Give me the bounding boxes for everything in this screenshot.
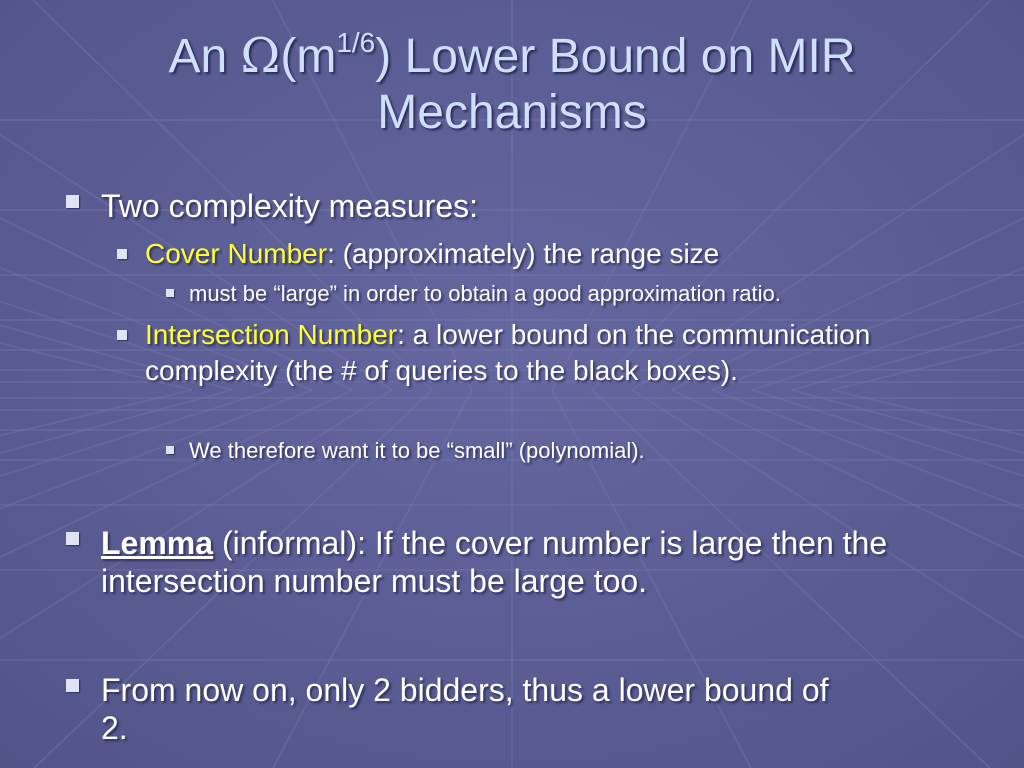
bullet-text: must be “large” in order to obtain a good approximation ratio. (189, 281, 781, 306)
bullet-text: : a lower bound on the communication complexity (the # of queries to the black boxes). (145, 319, 871, 386)
lemma-term: Lemma (101, 525, 214, 561)
title-prefix: An (168, 30, 241, 83)
bullet-intersection-number (145, 317, 925, 389)
bullet-cover-number (145, 236, 965, 272)
title-exponent: 1/6 (336, 27, 376, 58)
bullet-small-polynomial (189, 437, 989, 465)
bullet-text: We therefore want it to be “small” (polynomial). (189, 438, 645, 463)
title-line-2: Mechanisms (377, 86, 647, 139)
title-paren: (m (280, 30, 337, 83)
square-bullet-icon (166, 446, 174, 454)
bullet-complexity-measures (101, 187, 961, 225)
square-bullet-icon (166, 289, 174, 297)
bullet-text: Two complexity measures: (101, 188, 479, 224)
square-bullet-icon (117, 330, 127, 340)
title-line-1 (60, 28, 964, 85)
omega-symbol: Ω (240, 28, 281, 84)
square-bullet-icon (66, 195, 79, 208)
bullet-lemma (101, 524, 961, 600)
square-bullet-icon (66, 679, 79, 692)
title-rest: ) Lower Bound on MIR (375, 30, 856, 83)
bullet-large-range (189, 280, 989, 308)
bullet-text: From now on, only 2 bidders, thus a lower bound of 2. (101, 672, 829, 746)
square-bullet-icon (117, 249, 127, 259)
bullet-text: (informal): If the cover number is large then the intersection number must be large too. (101, 525, 888, 599)
cover-number-term: Cover Number (145, 238, 328, 269)
intersection-number-term: Intersection Number (145, 319, 398, 350)
bullet-two-bidders (101, 671, 861, 747)
bullet-text: : (approximately) the range size (327, 238, 720, 269)
square-bullet-icon (66, 532, 79, 545)
slide-title (60, 28, 964, 141)
